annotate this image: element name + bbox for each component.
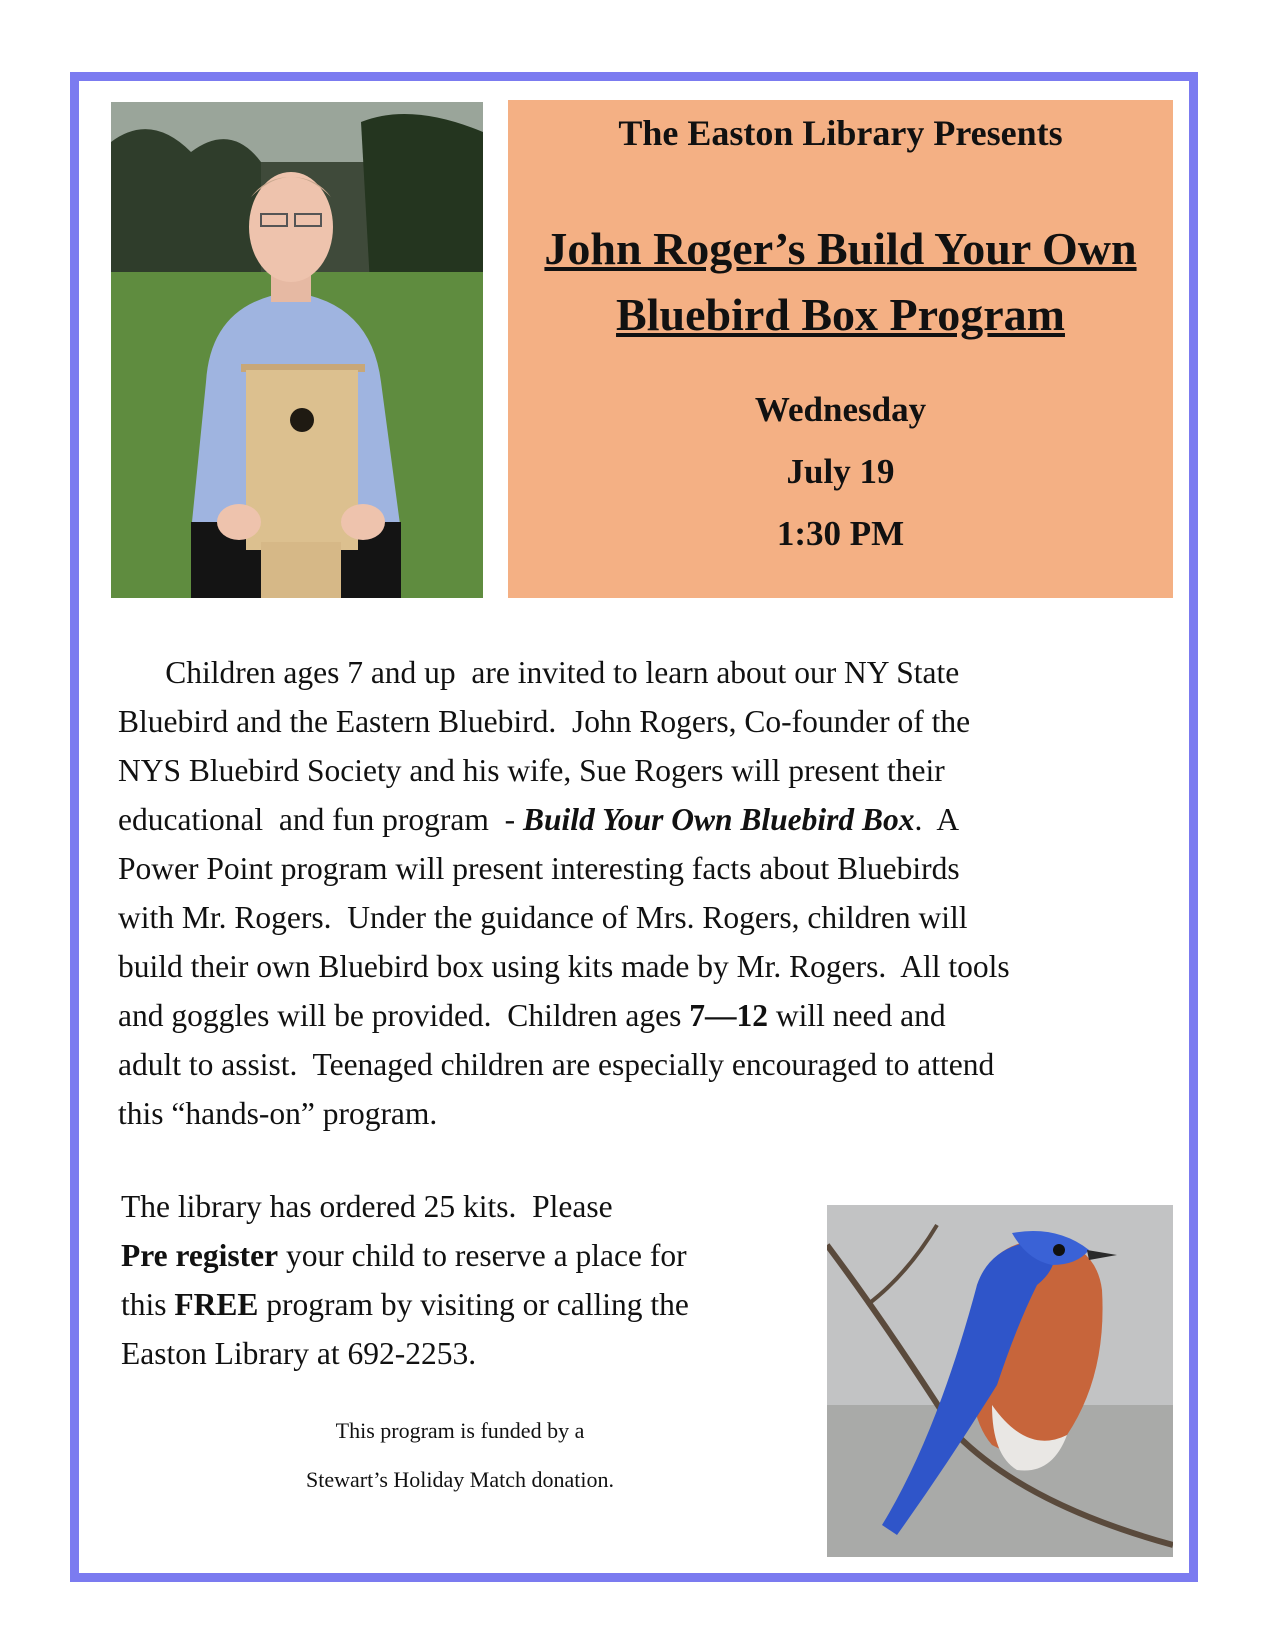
- registration-line: Easton Library at 692-2253.: [121, 1336, 477, 1371]
- program-title-line2: Bluebird Box Program: [616, 289, 1065, 340]
- description-line: Bluebird and the Eastern Bluebird. John Rogers, Co-founder of the: [118, 704, 971, 739]
- event-day: Wednesday: [754, 390, 927, 429]
- registration-text: program by visiting or calling the: [258, 1287, 689, 1322]
- registration-line: [121, 1231, 801, 1280]
- description-line: Power Point program will present interesting facts about Bluebirds: [118, 851, 960, 886]
- bluebird-photo: [827, 1205, 1173, 1557]
- description-line: this “hands-on” program.: [118, 1096, 438, 1131]
- registration-text: your child to reserve a place for: [278, 1238, 687, 1273]
- registration-text: this: [121, 1287, 175, 1322]
- description-line: NYS Bluebird Society and his wife, Sue Rogers will present their: [118, 753, 945, 788]
- description-text: educational and fun program -: [118, 802, 523, 837]
- program-description: [118, 648, 1168, 1138]
- free-emphasis: FREE: [174, 1287, 259, 1322]
- program-title-line1: John Roger’s Build Your Own: [544, 223, 1137, 274]
- presents-heading: The Easton Library Presents: [618, 113, 1063, 153]
- event-banner: [508, 100, 1173, 598]
- description-text: . A: [914, 802, 960, 837]
- funding-note-line1: This program is funded by a: [335, 1418, 585, 1443]
- description-line: adult to assist. Teenaged children are especially encouraged to attend: [118, 1047, 995, 1082]
- description-line: build their own Bluebird box using kits made by Mr. Rogers. All tools: [118, 949, 1010, 984]
- age-range-emphasis: 7—12: [689, 998, 769, 1033]
- event-date: July 19: [786, 452, 895, 491]
- program-name-emphasis: Build Your Own Bluebird Box: [522, 802, 915, 837]
- funding-note-line2: Stewart’s Holiday Match donation.: [306, 1467, 614, 1492]
- event-time: 1:30 PM: [776, 514, 905, 553]
- registration-info: [121, 1182, 801, 1378]
- description-line: [118, 795, 1168, 844]
- program-title: [518, 216, 1163, 348]
- description-text: and goggles will be provided. Children ages: [118, 998, 690, 1033]
- presenter-photo: [111, 102, 483, 598]
- description-line: with Mr. Rogers. Under the guidance of Mrs. Rogers, children will: [118, 900, 968, 935]
- registration-line: The library has ordered 25 kits. Please: [121, 1189, 613, 1224]
- pre-register-emphasis: Pre register: [121, 1238, 279, 1273]
- description-line: Children ages 7 and up are invited to learn about our NY State: [118, 655, 960, 690]
- registration-line: [121, 1280, 801, 1329]
- description-line: [118, 991, 1168, 1040]
- description-text: will need and: [768, 998, 946, 1033]
